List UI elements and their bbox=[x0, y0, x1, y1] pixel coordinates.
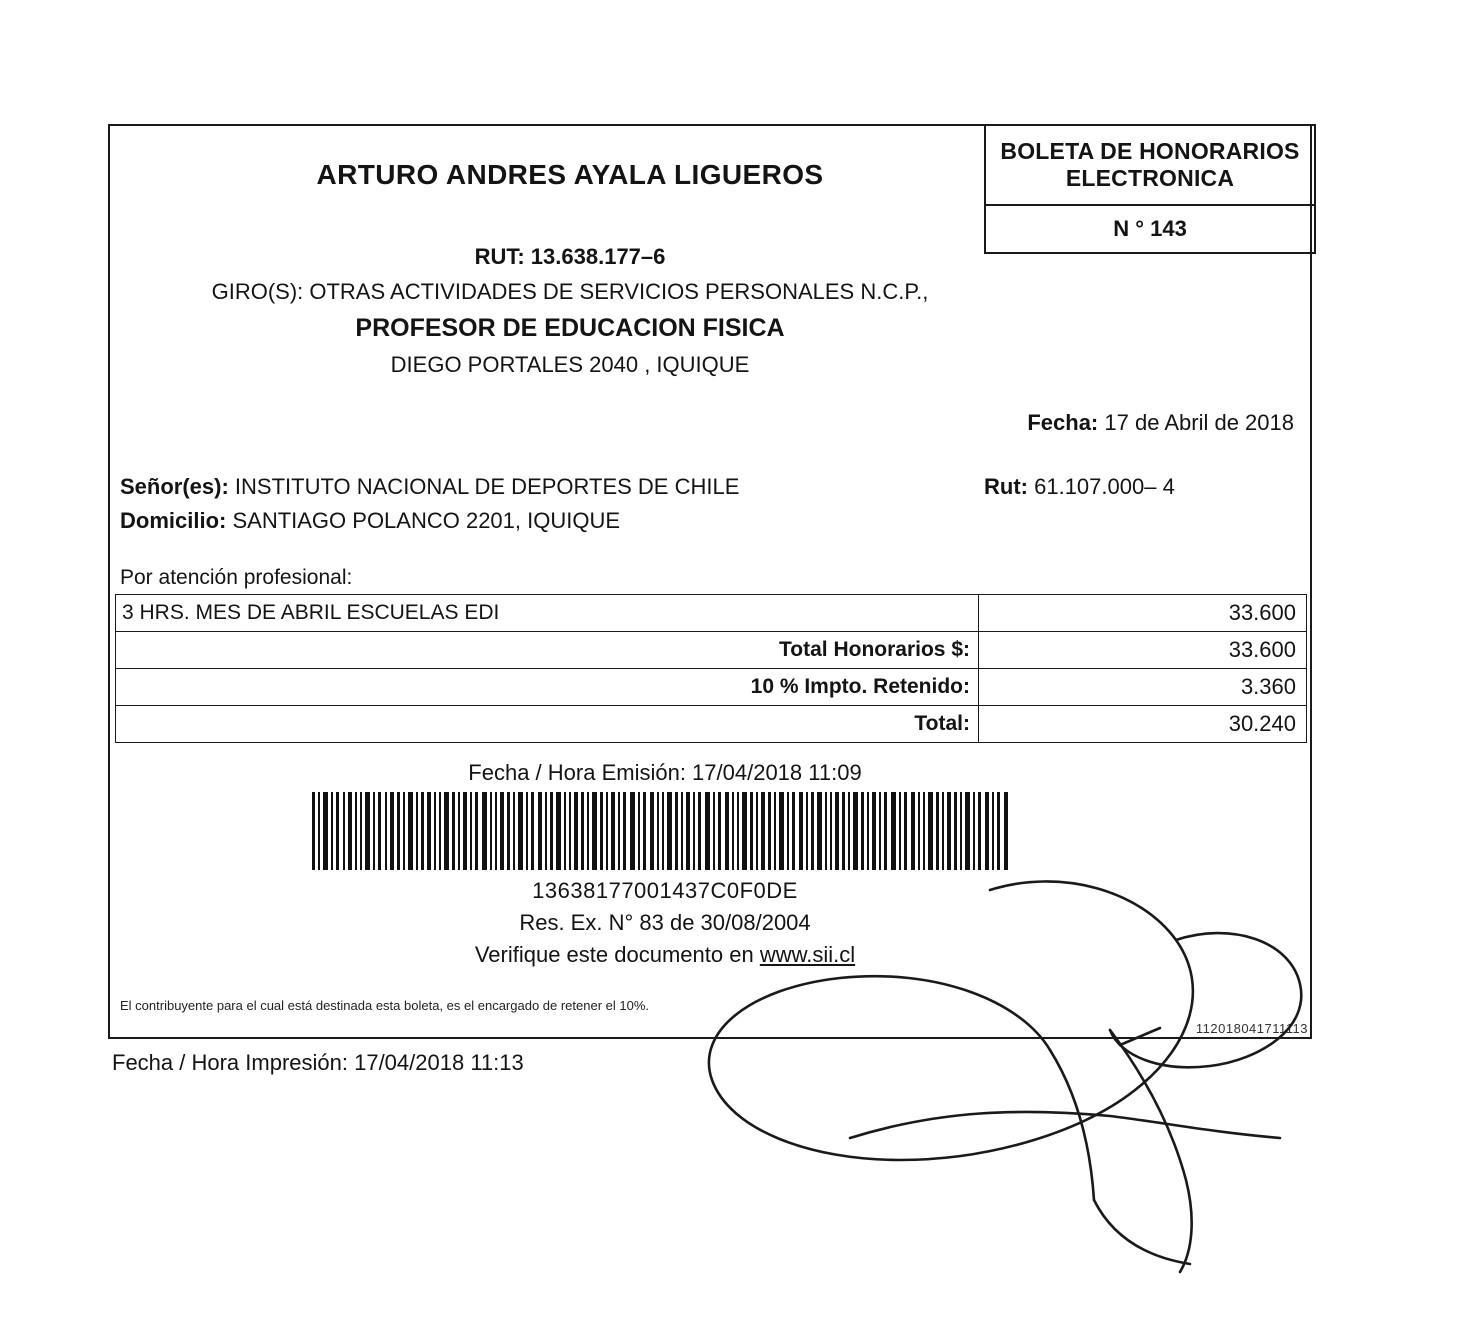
receptor-rut-label: Rut: bbox=[984, 474, 1028, 499]
print-datetime: Fecha / Hora Impresión: 17/04/2018 11:13 bbox=[112, 1050, 524, 1075]
issue-date bbox=[1027, 410, 1294, 436]
receptor-name-line bbox=[120, 474, 739, 500]
verify-line bbox=[335, 942, 995, 968]
detail-amount: 33.600 bbox=[978, 595, 1306, 631]
total-label: Total: bbox=[914, 712, 970, 735]
issuer-rut: RUT: 13.638.177–6 bbox=[474, 244, 666, 269]
detail-description: 3 HRS. MES DE ABRIL ESCUELAS EDI bbox=[122, 601, 500, 624]
issue-date-label: Fecha: bbox=[1027, 410, 1099, 435]
table-row bbox=[116, 669, 1306, 706]
receptor-name-label: Señor(es): bbox=[120, 474, 229, 499]
table-row bbox=[116, 706, 1306, 743]
table-row bbox=[116, 632, 1306, 669]
total-honorarios-amount: 33.600 bbox=[978, 632, 1306, 668]
receptor-address-label: Domicilio: bbox=[120, 508, 227, 533]
total-honorarios-label: Total Honorarios $: bbox=[779, 638, 970, 661]
verify-prefix: Verifique este documento en bbox=[474, 942, 754, 967]
barcode-value: 13638177001437C0F0DE bbox=[532, 878, 798, 903]
issuer-giro: GIRO(S): OTRAS ACTIVIDADES DE SERVICIOS PERSONALES N.C.P., bbox=[211, 279, 929, 304]
header-divider bbox=[986, 204, 1314, 206]
document-number: N ° 143 bbox=[1113, 216, 1187, 241]
receptor-address-value: SANTIAGO POLANCO 2201, IQUIQUE bbox=[232, 508, 621, 533]
boleta-frame bbox=[108, 124, 1312, 1039]
folio-small-text: 112018041711113 bbox=[1195, 1021, 1308, 1036]
barcode bbox=[310, 792, 1010, 870]
issuer-name: ARTURO ANDRES AYALA LIGUEROS bbox=[316, 159, 824, 190]
document-type-title: BOLETA DE HONORARIOS ELECTRONICA bbox=[1000, 138, 1300, 192]
receptor-rut-line bbox=[984, 474, 1175, 500]
sii-url-link[interactable]: www.sii.cl bbox=[759, 942, 856, 967]
detail-caption: Por atención profesional: bbox=[120, 566, 353, 589]
legal-note: El contribuyente para el cual está destinada esta boleta, es el encargado de retener el 10%. bbox=[120, 998, 650, 1013]
receptor-address-line bbox=[120, 508, 620, 534]
receptor-rut-value: 61.107.000– 4 bbox=[1034, 474, 1175, 499]
issuer-profession: PROFESOR DE EDUCACION FISICA bbox=[355, 314, 785, 342]
emission-datetime: Fecha / Hora Emisión: 17/04/2018 11:09 bbox=[468, 760, 862, 785]
detail-table bbox=[115, 594, 1307, 743]
receptor-name-value: INSTITUTO NACIONAL DE DEPORTES DE CHILE bbox=[234, 474, 740, 499]
retencion-label: 10 % Impto. Retenido: bbox=[750, 675, 970, 698]
issuer-address: DIEGO PORTALES 2040 , IQUIQUE bbox=[390, 352, 750, 377]
issue-date-value: 17 de Abril de 2018 bbox=[1104, 410, 1294, 435]
document-type-box bbox=[984, 124, 1316, 254]
total-amount: 30.240 bbox=[978, 706, 1306, 742]
retencion-amount: 3.360 bbox=[978, 669, 1306, 705]
table-row bbox=[116, 595, 1306, 632]
resolution-line: Res. Ex. N° 83 de 30/08/2004 bbox=[519, 910, 811, 935]
